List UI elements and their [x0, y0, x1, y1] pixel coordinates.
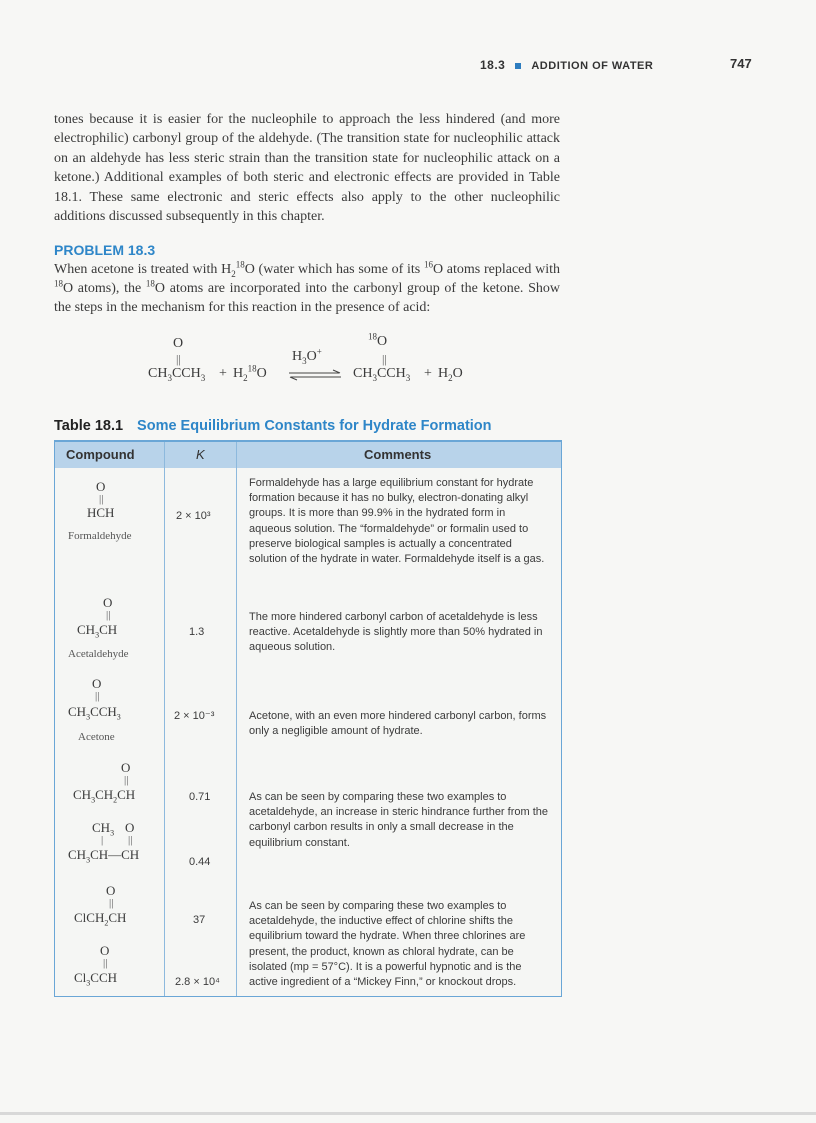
running-header [480, 58, 653, 72]
k-value: 2.8 × 10⁴ [175, 976, 220, 988]
k-value: 0.71 [189, 791, 211, 803]
plus-sign: + [424, 366, 432, 381]
double-bond: || [176, 352, 181, 366]
compound-name: Formaldehyde [68, 530, 132, 542]
page-number: 747 [730, 56, 752, 71]
carbonyl-o: O [106, 883, 116, 898]
compound-name: Acetone [78, 731, 115, 743]
k-value: 37 [193, 914, 206, 926]
k-value: 2 × 10³ [176, 510, 211, 522]
product-labeled-o: $^{18}$O [368, 331, 388, 349]
comment: As can be seen by comparing these two examples to acetaldehyde, an increase in steric hindrance further from the carbonyl carbon results in only a small decrease in the equilibrium constant. [249, 791, 548, 849]
section-title: ADDITION OF WATER [531, 60, 654, 72]
double-bond: || [128, 834, 133, 846]
double-bond: || [106, 609, 111, 621]
carbonyl-o: O [96, 479, 106, 494]
comment: As can be seen by comparing these two examples to acetaldehyde, the inductive effect of chlorine shifts the equilibrium toward the hydrate. When three chlorines are present, the product, known as chloral hydrate, can be isolated (mp = 57°C). It is a powerful hypnotic and is the active ingredient of a “Mickey Finn,” or knockout drops. [249, 900, 526, 989]
double-bond: || [99, 493, 104, 505]
table-title [54, 418, 492, 434]
carbonyl-o: O [125, 820, 135, 835]
compound-formula: $CH_3CH_2CH$ [73, 787, 136, 805]
column-divider [164, 442, 165, 996]
double-bond: || [95, 690, 100, 702]
comment: The more hindered carbonyl carbon of acetaldehyde is less reactive. Acetaldehyde is slightly more than 50% hydrated in aqueous solution. [249, 611, 543, 654]
section-number: 18.3 [480, 58, 506, 72]
header-k: K [196, 447, 205, 462]
compound-formula: $Cl_3CCH$ [74, 970, 118, 988]
k-value: 0.44 [189, 856, 211, 868]
page-bottom-edge [0, 1112, 816, 1115]
header-compound: Compound [66, 447, 135, 462]
carbonyl-o: O [121, 760, 131, 775]
table-caption: Some Equilibrium Constants for Hydrate Formation [137, 418, 492, 434]
product-acetone: $CH_3CCH_3$ [353, 366, 411, 383]
single-bond: | [101, 834, 104, 846]
reactant-carbonyl-o: O [173, 336, 184, 351]
product-water: $H_2O$ [438, 366, 463, 383]
compound-formula: HCH [87, 505, 115, 520]
plus-sign: + [219, 366, 227, 381]
k-value: 2 × 10⁻³ [174, 710, 215, 722]
reactant-water-18: $H_2^{18}O$ [233, 363, 267, 383]
square-bullet-icon [515, 63, 521, 69]
problem-title: PROBLEM 18.3 [54, 242, 156, 258]
carbonyl-o: O [100, 943, 110, 958]
intro-paragraph: tones because it is easier for the nucleophile to approach the less hindered (and more electrophilic) carbonyl group of the aldehyde. (The transition state for nucleophilic attack on an aldehyde has less steric strain than the transition state for nucleophilic attack on a ketone.) Additional examples of both steric and electronic effects are provided in Table 18.1. These same electronic and steric effects also apply to the other nucleophilic additions discussed subsequently in this chapter. [54, 112, 560, 225]
double-bond: || [382, 352, 387, 366]
equilibrium-arrows [287, 369, 343, 381]
double-bond: || [103, 957, 108, 969]
carbonyl-o: O [103, 595, 113, 610]
comment: Formaldehyde has a large equilibrium constant for hydrate formation because it has no bulky, electron-donating alkyl groups. It is more than 99.9% in the hydrated form in aqueous solution. The “formaldehyde” or formalin used to preserve biological samples is actually a concentrated solution of the hydrate in water. Formaldehyde itself is a gas. [249, 477, 545, 566]
compound-formula: $CH_3CCH_3$ [68, 704, 121, 722]
column-divider [236, 442, 237, 996]
double-bond: || [124, 774, 129, 786]
compound-formula: $CH_3CH$ [77, 622, 118, 640]
carbonyl-o: O [92, 676, 102, 691]
table-label: Table 18.1 [54, 418, 124, 434]
comment: Acetone, with an even more hindered carbonyl carbon, forms only a negligible amount of hydrate. [249, 710, 547, 738]
compound-name: Acetaldehyde [68, 648, 129, 660]
problem-text: When acetone is treated with $H_2^{18}O$ (water which has some of its $^{16}$O atoms replaced with $^{18}$O atoms), the $^{18}$O atoms are incorporated into the carbonyl group of the ketone. Show the steps in the mechanism for this reaction in the presence of acid: [54, 259, 560, 315]
compound-formula: $CH_3CH—CH$ [68, 847, 140, 865]
k-value: 1.3 [189, 626, 205, 638]
reactant-acetone: $CH_3CCH_3$ [148, 366, 206, 383]
catalyst: $H_3O^+$ [292, 346, 322, 366]
branch-methyl: $CH_3$ [92, 820, 115, 838]
double-bond: || [109, 897, 114, 909]
compound-formula: ClCH$_2$CH [74, 910, 127, 928]
header-comments: Comments [364, 447, 432, 462]
